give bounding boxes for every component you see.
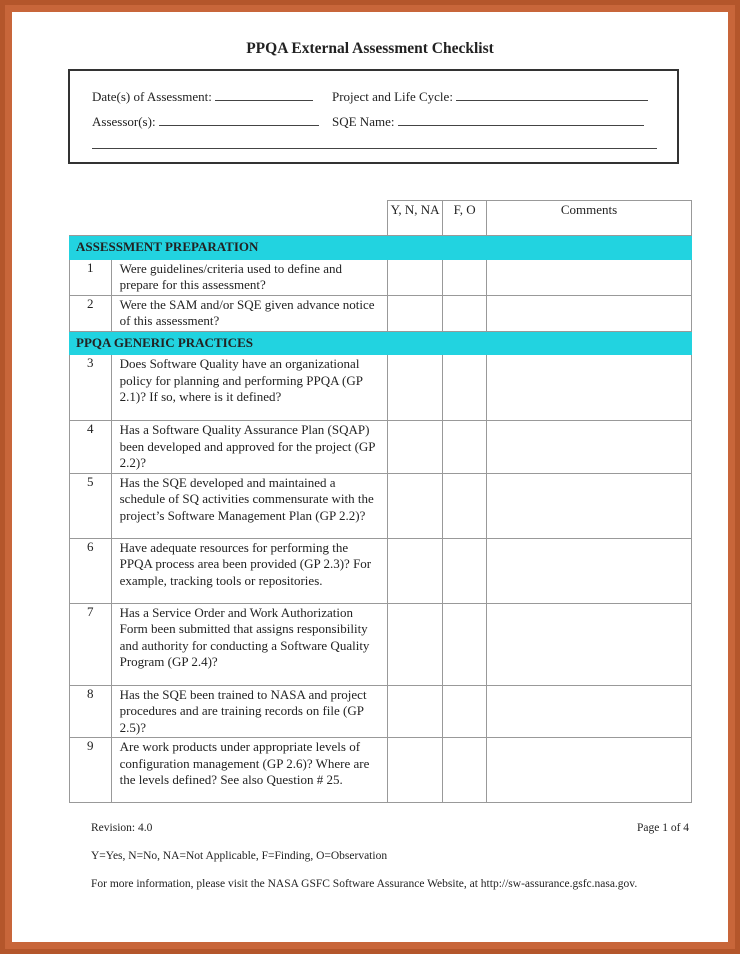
fo-cell[interactable] — [443, 295, 487, 331]
extra-blank-line — [92, 148, 657, 149]
fo-cell[interactable] — [443, 538, 487, 603]
ynna-cell[interactable] — [387, 685, 443, 738]
ynna-cell[interactable] — [387, 603, 443, 685]
header-row — [70, 201, 692, 236]
fo-header: F, O — [443, 201, 487, 236]
ynna-cell[interactable] — [387, 355, 443, 421]
question-number: 7 — [70, 603, 112, 685]
checklist-table — [69, 200, 692, 803]
fo-cell[interactable] — [443, 259, 487, 295]
question-row — [70, 421, 692, 474]
comments-cell[interactable] — [486, 738, 691, 803]
project-field — [332, 88, 648, 105]
question-text: Have adequate resources for performing the PPQA process area been provided (GP 2.3)? For example, tracking tools or repositories. — [111, 538, 387, 603]
ynna-header: Y, N, NA — [387, 201, 443, 236]
question-number: 9 — [70, 738, 112, 803]
question-number: 6 — [70, 538, 112, 603]
question-text: Were guidelines/criteria used to define and prepare for this assessment? — [111, 259, 387, 295]
question-number: 4 — [70, 421, 112, 474]
ynna-cell[interactable] — [387, 295, 443, 331]
question-row — [70, 603, 692, 685]
question-text: Has the SQE developed and maintained a schedule of SQ activities commensurate with the project’s Software Management Plan (GP 2.2)? — [111, 473, 387, 538]
legend-text: Y=Yes, N=No, NA=Not Applicable, F=Finding, O=Observation — [91, 850, 388, 862]
fo-cell[interactable] — [443, 355, 487, 421]
date-label: Date(s) of Assessment: — [92, 89, 212, 104]
assessment-info-box — [68, 69, 679, 164]
project-blank — [456, 88, 648, 101]
date-field — [92, 88, 313, 105]
comments-cell[interactable] — [486, 295, 691, 331]
comments-cell[interactable] — [486, 538, 691, 603]
assessor-field — [92, 113, 319, 130]
question-number: 2 — [70, 295, 112, 331]
question-row — [70, 355, 692, 421]
sqe-field — [332, 113, 644, 130]
fo-cell[interactable] — [443, 738, 487, 803]
ynna-cell[interactable] — [387, 473, 443, 538]
question-text: Are work products under appropriate levels of configuration management (GP 2.6)? Where are the levels defined? See also Question # 25. — [111, 738, 387, 803]
section-header-row — [70, 331, 692, 355]
ynna-cell[interactable] — [387, 538, 443, 603]
sqe-blank — [398, 113, 644, 126]
comments-cell[interactable] — [486, 685, 691, 738]
fo-cell[interactable] — [443, 421, 487, 474]
fo-cell[interactable] — [443, 473, 487, 538]
ynna-cell[interactable] — [387, 421, 443, 474]
question-number: 5 — [70, 473, 112, 538]
question-row — [70, 473, 692, 538]
question-number: 1 — [70, 259, 112, 295]
project-label: Project and Life Cycle: — [332, 89, 453, 104]
fo-cell[interactable] — [443, 685, 487, 738]
question-row — [70, 738, 692, 803]
question-row — [70, 295, 692, 331]
document-title: PPQA External Assessment Checklist — [246, 40, 494, 57]
question-row — [70, 259, 692, 295]
website-text: For more information, please visit the NASA GSFC Software Assurance Website, at http://sw-assurance.gsfc.nasa.gov. — [91, 878, 638, 890]
question-row — [70, 685, 692, 738]
question-text: Has the SQE been trained to NASA and project procedures and are training records on file (GP 2.5)? — [111, 685, 387, 738]
question-text: Has a Software Quality Assurance Plan (SQAP) been developed and approved for the project (GP 2.2)? — [111, 421, 387, 474]
section-title: PPQA GENERIC PRACTICES — [70, 331, 692, 355]
question-number: 3 — [70, 355, 112, 421]
question-text: Does Software Quality have an organizational policy for planning and performing PPQA (GP 2.1)? If so, where is it defined? — [111, 355, 387, 421]
question-row — [70, 538, 692, 603]
page-number: Page 1 of 4 — [637, 822, 690, 834]
ynna-cell[interactable] — [387, 259, 443, 295]
date-blank — [215, 88, 313, 101]
comments-cell[interactable] — [486, 603, 691, 685]
document-page — [12, 12, 728, 942]
revision-text: Revision: 4.0 — [91, 822, 153, 834]
comments-cell[interactable] — [486, 473, 691, 538]
assessor-label: Assessor(s): — [92, 114, 156, 129]
empty-header — [70, 201, 388, 236]
comments-cell[interactable] — [486, 355, 691, 421]
assessor-blank — [159, 113, 319, 126]
ynna-cell[interactable] — [387, 738, 443, 803]
sqe-label: SQE Name: — [332, 114, 395, 129]
comments-cell[interactable] — [486, 421, 691, 474]
question-number: 8 — [70, 685, 112, 738]
question-text: Were the SAM and/or SQE given advance notice of this assessment? — [111, 295, 387, 331]
comments-cell[interactable] — [486, 259, 691, 295]
question-text: Has a Service Order and Work Authorization Form been submitted that assigns responsibility and authority for conducting a Software Quality Program (GP 2.4)? — [111, 603, 387, 685]
fo-cell[interactable] — [443, 603, 487, 685]
section-header-row — [70, 236, 692, 260]
section-title: ASSESSMENT PREPARATION — [70, 236, 692, 260]
comments-header: Comments — [486, 201, 691, 236]
